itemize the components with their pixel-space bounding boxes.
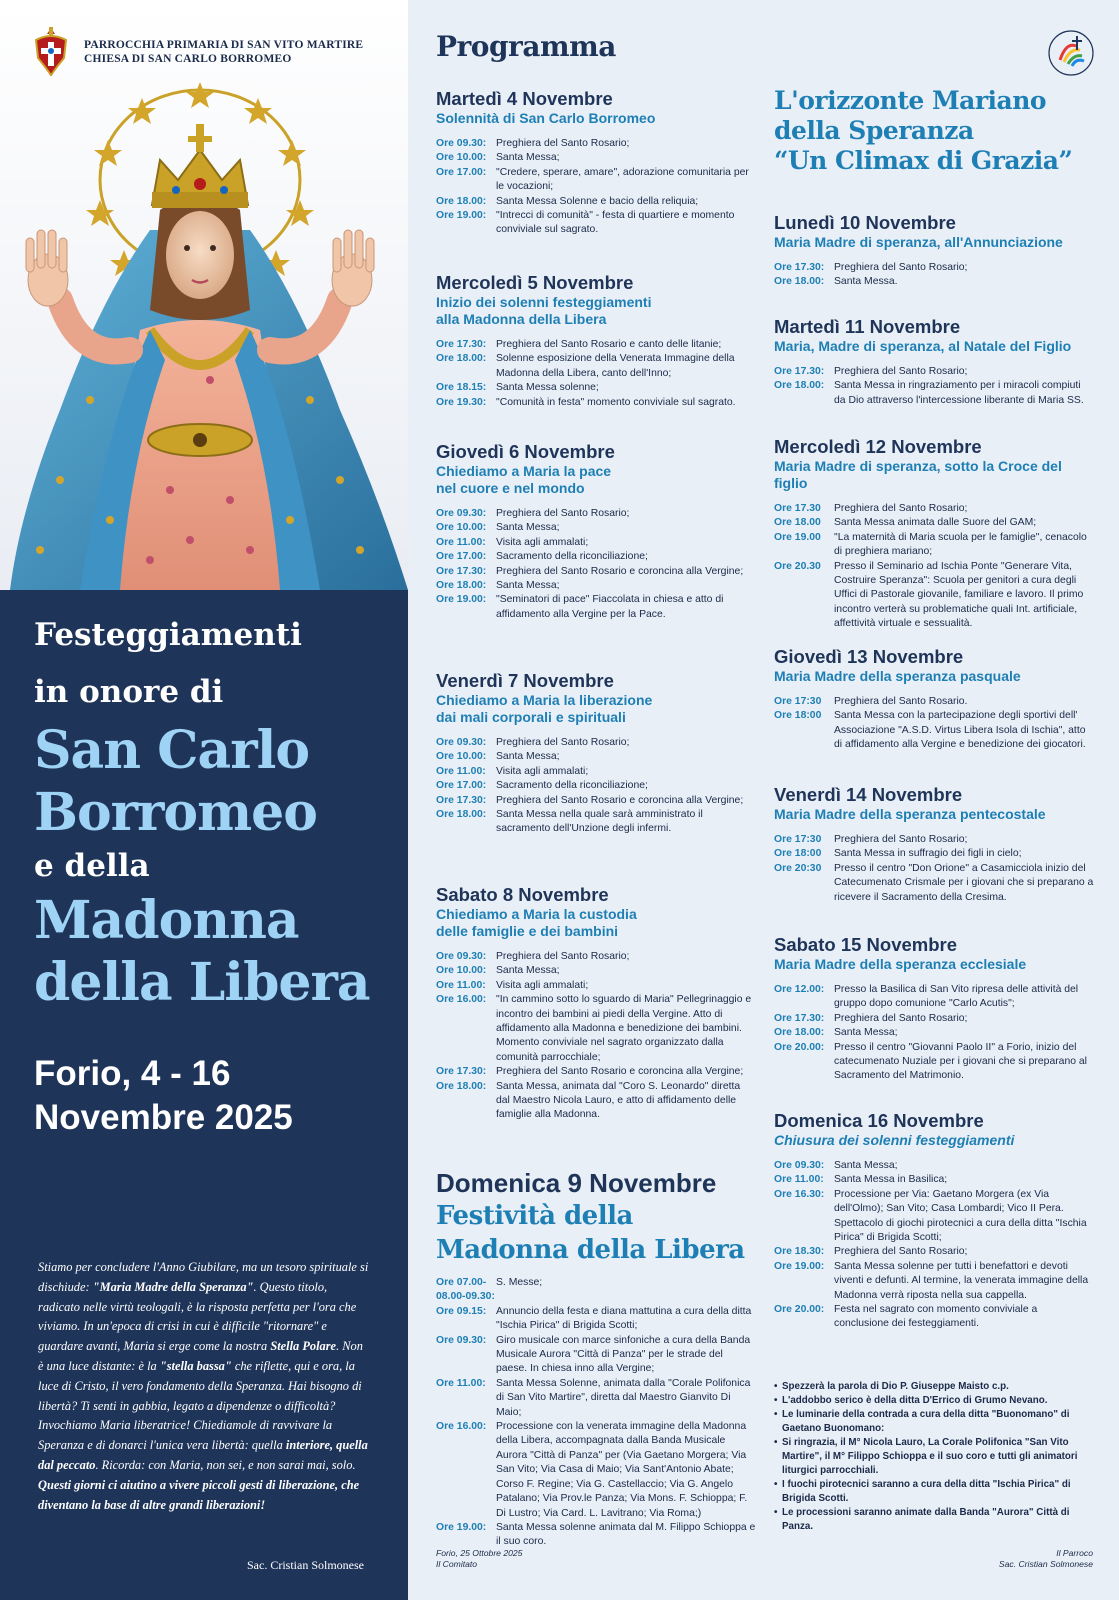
schedule-item — [436, 1276, 756, 1305]
place-line-2: Novembre 2025 — [34, 1098, 293, 1137]
parish-crest-icon — [30, 26, 72, 78]
schedule-item — [436, 1080, 756, 1123]
schedule-item — [774, 1173, 1094, 1187]
item-time: Ore 17.30: — [436, 339, 487, 350]
title-madonna: Madonna — [34, 890, 299, 951]
item-description: Preghiera del Santo Rosario; — [496, 737, 630, 748]
item-description: Processione con la venerata immagine della Madonna della Libera, accompagnata dalla Banda Musicale Aurora "Città di Panza" per (Via Gaetano Morgera; Via San Vito; Via Casa di Maio; Via Sant'Antonio Abate; Corso F. Regine; Via G. Castellaccio; Via G. Angelo Patalano; Via Prov.le Panza; Via Mons. F. Schioppa; F. Di Lustro; Via Card. L. Lavitrano; Via Roma;) — [496, 1421, 748, 1519]
item-description: Santa Messa, animata dal "Coro S. Leonardo" diretta dal Maestro Nicola Lauro, e atto di affidamento delle famiglie alla Madonna. — [496, 1080, 741, 1121]
day-subtitle: alla Madonna della Libera — [436, 311, 607, 327]
schedule-item — [436, 736, 756, 750]
schedule-item — [436, 338, 756, 352]
schedule-item — [436, 779, 756, 793]
item-description: Sacramento della riconciliazione; — [496, 780, 648, 792]
left-top-area — [0, 0, 408, 590]
intro-run: "stella bassa" — [159, 1358, 232, 1373]
item-description: Santa Messa; — [834, 1160, 898, 1171]
item-time: Ore 18:00 — [774, 848, 822, 860]
item-description: Preghiera del Santo Rosario; — [496, 951, 630, 962]
day-subtitle: Solennità di San Carlo Borromeo — [436, 110, 656, 126]
day-subtitle: Chiusura dei solenni festeggiamenti — [774, 1132, 1015, 1148]
day-items — [436, 736, 756, 837]
day-domenica-9 — [436, 1168, 756, 1550]
day-subtitle: Maria Madre di speranza, sotto la Croce del figlio — [774, 458, 1062, 491]
schedule-item — [774, 1303, 1094, 1332]
item-time: Ore 18.00: — [436, 809, 487, 821]
schedule-item — [774, 1245, 1094, 1259]
item-time: Ore 18.00: — [774, 1027, 825, 1039]
note-item — [774, 1380, 1094, 1394]
item-description: Preghiera del Santo Rosario; — [496, 508, 630, 519]
note-bullet: • — [774, 1409, 778, 1420]
note-text: Si ringrazia, il M° Nicola Lauro, La Corale Polifonica "San Vito Martire", il M° Filippo Schioppa e il suo coro e tutti gli animatori liturgici parrocchiali. — [782, 1437, 1078, 1476]
schedule-item — [436, 352, 756, 381]
schedule-item — [436, 151, 756, 165]
item-time: Ore 20.00: — [774, 1041, 825, 1053]
intro-run: Stella Polare — [270, 1339, 337, 1354]
parish-text — [84, 38, 363, 66]
item-time: Ore 17.30: — [436, 794, 487, 806]
schedule-item — [436, 579, 756, 593]
item-description: Santa Messa; — [496, 965, 560, 977]
footer-date-text: Forio, 25 Ottobre 2025 — [436, 1548, 523, 1558]
item-time: Ore 19.00: — [774, 1260, 825, 1272]
program-title: Programma — [436, 30, 616, 63]
schedule-item — [774, 1026, 1094, 1040]
schedule-item — [774, 833, 1094, 847]
intro-run: Questi giorni ci aiutino a vivere piccoli gesti di liberazione, che diventano la base di altre grandi liberazioni! — [38, 1477, 360, 1512]
item-description: Presso il centro "Don Orione" a Casamicciola inizio del Catecumenato Crismale per i giovani che si preparano a ricevere il Sacramento della Cresima. — [834, 862, 1094, 903]
item-time: Ore 10.00: — [436, 965, 487, 977]
item-description: Preghiera del Santo Rosario e canto delle litanie; — [496, 339, 722, 350]
item-time: Ore 18.15: — [436, 382, 487, 394]
item-time: Ore 09.30: — [436, 508, 487, 519]
day-subtitle: Maria Madre della speranza ecclesiale — [774, 956, 1027, 972]
note-text: I fuochi pirotecnici saranno a cura della ditta "Ischia Pirica" di Brigida Scotti. — [782, 1479, 1071, 1504]
item-description: Visita agli ammalati; — [496, 979, 589, 991]
note-bullet: • — [774, 1507, 778, 1518]
item-time: Ore 17.30: — [436, 1066, 487, 1078]
item-description: Preghiera del Santo Rosario; — [834, 834, 968, 845]
parish-line-1: PARROCCHIA PRIMARIA DI SAN VITO MARTIRE — [84, 39, 364, 51]
day-title: Giovedì 13 Novembre — [774, 646, 964, 667]
schedule-item — [774, 275, 1094, 289]
item-description: Santa Messa solenne; — [496, 382, 599, 394]
item-time: Ore 17:30 — [774, 696, 822, 707]
schedule-item — [436, 1334, 756, 1377]
day-subtitle: Chiediamo a Maria la pace — [436, 463, 612, 479]
item-description: Santa Messa in ringraziamento per i miracoli compiuti da Dio attraverso l'intercessione liberante di Maria SS. — [834, 380, 1084, 406]
schedule-item — [436, 765, 756, 779]
item-description: Santa Messa. — [834, 276, 898, 288]
day-subtitle: Chiediamo a Maria la liberazione — [436, 692, 653, 708]
day-subtitle: nel cuore e nel mondo — [436, 480, 585, 496]
item-description: Santa Messa animata dalle Suore del GAM; — [834, 517, 1037, 529]
day-title: Domenica 9 Novembre — [436, 1168, 717, 1198]
parish-header — [30, 26, 363, 78]
schedule-item — [774, 502, 1094, 516]
item-description: Presso il centro "Giovanni Paolo II" a Forio, inizio del catecumenato Nuziale per i giovani che si preparano al Sacramento del Matrimonio. — [834, 1041, 1087, 1082]
note-text: L'addobbo serico è della ditta D'Errico di Grumo Nevano. — [782, 1395, 1048, 1406]
day-block — [774, 934, 1094, 1084]
item-description: "Credere, sperare, amare", adorazione comunitaria per le vocazioni; — [496, 166, 749, 193]
day-title: Martedì 4 Novembre — [436, 88, 613, 109]
day-title: Domenica 16 Novembre — [774, 1110, 984, 1131]
item-time: Ore 17.30: — [774, 1012, 825, 1024]
day-block — [774, 646, 1094, 753]
day-block — [436, 884, 756, 1123]
item-time: Ore 16.00: — [436, 1421, 487, 1433]
schedule-item — [774, 1188, 1094, 1246]
schedule-item — [774, 531, 1094, 560]
title-san-carlo: San Carlo — [34, 720, 310, 781]
left-column — [0, 0, 408, 1600]
schedule-item — [436, 1305, 756, 1334]
day-items — [774, 1159, 1094, 1332]
item-description: Santa Messa; — [496, 580, 560, 592]
item-description: Santa Messa; — [496, 751, 560, 763]
day-subtitle: Maria Madre della speranza pentecostale — [774, 806, 1046, 822]
schedule-item — [436, 565, 756, 579]
item-description: Visita agli ammalati; — [496, 765, 589, 777]
day-block — [774, 436, 1094, 632]
item-time: Ore 18.00: — [774, 276, 825, 288]
item-time: Ore 10.00: — [436, 152, 487, 164]
day-subtitle: delle famiglie e dei bambini — [436, 923, 619, 939]
schedule-item — [774, 560, 1094, 632]
note-bullet: • — [774, 1437, 778, 1448]
mariano-line-1: L'orizzonte Mariano — [774, 86, 1047, 115]
item-description: "Comunità in festa" momento conviviale sul sagrato. — [496, 396, 736, 408]
item-time: Ore 07.00-08.00-09.30: — [436, 1277, 495, 1303]
day-subtitle: Inizio dei solenni festeggiamenti — [436, 294, 652, 310]
day-items — [774, 261, 1094, 290]
item-time: Ore 16.30: — [774, 1188, 825, 1200]
item-description: Preghiera del Santo Rosario e coroncina alla Vergine; — [496, 1066, 744, 1078]
day-subtitle: Chiediamo a Maria la custodia — [436, 906, 637, 922]
note-item — [774, 1506, 1094, 1534]
day-items — [436, 950, 756, 1123]
note-text: Le luminarie della contrada a cura della ditta "Buonomano" di Gaetano Buonomano: — [782, 1409, 1070, 1434]
note-item — [774, 1394, 1094, 1408]
item-time: Ore 20:30 — [774, 862, 822, 874]
item-description: Preghiera del Santo Rosario e coroncina alla Vergine; — [496, 565, 744, 577]
item-time: Ore 18:00 — [774, 710, 822, 722]
item-description: Santa Messa solenne animata dal M. Filippo Schioppa e il suo coro. — [496, 1521, 756, 1548]
item-time: Ore 18.00: — [436, 580, 487, 592]
intro-signature: Sac. Cristian Solmonese — [247, 1558, 364, 1572]
item-description: Santa Messa; — [496, 522, 560, 534]
note-item — [774, 1478, 1094, 1506]
item-description: Santa Messa solenne per tutti i benefattori e devoti viventi e defunti. Al termine, la venerata immagine della Madonna verrà riposta nella sua cappella. — [834, 1260, 1089, 1301]
schedule-item — [436, 1377, 756, 1420]
note-item — [774, 1436, 1094, 1478]
item-description: Preghiera del Santo Rosario. — [834, 696, 968, 707]
note-bullet: • — [774, 1381, 778, 1392]
item-description: Santa Messa; — [834, 1027, 898, 1039]
item-time: Ore 17:30 — [774, 834, 822, 845]
intro-run: interiore, quella dal peccato — [38, 1438, 368, 1472]
item-description: Preghiera del Santo Rosario e coroncina alla Vergine; — [496, 794, 744, 806]
day-block — [436, 441, 756, 622]
intro-run: che riflette, qui e ora, la luce di Cristo, il vero fondamento della Speranza. Hai bisogno di libertà? Ti senti in gabbia, legato a dipendenze o difficoltà? Invochiamo Maria liberatrice! Chiediamole di ravvivare la Speranza e di donarci l'unica vera libertà: quella — [38, 1358, 362, 1453]
day-subtitle: Maria Madre della speranza pasquale — [774, 668, 1021, 684]
item-time: Ore 19.00 — [774, 531, 821, 543]
item-description: Santa Messa nella quale sarà amministrato il sacramento dell'Unzione degli infermi. — [496, 809, 703, 835]
item-time: Ore 17.00: — [436, 780, 487, 792]
item-time: Ore 19.00: — [436, 594, 487, 606]
schedule-item — [436, 964, 756, 978]
title-in-onore-di: in onore di — [34, 674, 224, 710]
item-time: Ore 09.30: — [774, 1160, 825, 1171]
place-line-1: Forio, 4 - 16 — [34, 1054, 231, 1093]
notes-list — [774, 1380, 1094, 1534]
day-title: Martedì 11 Novembre — [774, 316, 961, 337]
schedule-item — [436, 950, 756, 964]
day-title: Sabato 8 Novembre — [436, 884, 609, 905]
item-time: Ore 09.30: — [436, 951, 487, 962]
intro-run: . Ricorda: con Maria, non sei, e non sarai mai, solo. — [95, 1457, 356, 1472]
item-description: Solenne esposizione della Venerata Immagine della Madonna della Libera, canto dell'Inno; — [496, 353, 735, 379]
schedule-item — [436, 507, 756, 521]
item-time: Ore 11.00: — [436, 1377, 486, 1389]
title-e-della: e della — [34, 848, 150, 884]
schedule-item — [774, 1041, 1094, 1084]
schedule-item — [774, 847, 1094, 861]
schedule-item — [436, 209, 756, 238]
schedule-item — [436, 381, 756, 395]
item-description: Preghiera del Santo Rosario; — [834, 366, 968, 377]
item-description: Santa Messa Solenne, animata dalla "Corale Polifonica di San Vito Martire", diretta dal Maestro Gianvito Di Maio; — [496, 1377, 751, 1418]
day-block — [436, 88, 756, 238]
day-block — [774, 1110, 1094, 1332]
item-time: Ore 11.00: — [774, 1174, 824, 1186]
footer-committee: Il Comitato — [436, 1559, 478, 1569]
item-time: Ore 11.00: — [436, 765, 486, 777]
footer-parroco — [999, 1548, 1093, 1570]
item-time: Ore 17.30: — [774, 366, 825, 377]
title-festeggiamenti: Festeggiamenti — [34, 617, 302, 653]
schedule-item — [436, 396, 756, 410]
madonna-statue-image — [0, 80, 408, 590]
item-time: Ore 09.15: — [436, 1305, 487, 1317]
item-description: S. Messe; — [496, 1277, 543, 1288]
item-description: Preghiera del Santo Rosario; — [834, 503, 968, 514]
day-block — [436, 670, 756, 837]
day-title: Venerdì 14 Novembre — [774, 784, 963, 805]
item-time: Ore 09.30: — [436, 138, 487, 149]
item-time: Ore 18.00: — [436, 353, 487, 365]
schedule-item — [774, 983, 1094, 1012]
left-title-panel — [0, 590, 408, 1600]
schedule-item — [436, 1521, 756, 1550]
day-title: Mercoledì 5 Novembre — [436, 272, 634, 293]
item-time: Ore 18.00 — [774, 517, 821, 529]
schedule-item — [436, 166, 756, 195]
intro-paragraph — [38, 1258, 370, 1515]
item-time: Ore 11.00: — [436, 536, 486, 548]
pellegrini-di-speranza-logo-icon — [1046, 28, 1096, 78]
note-bullet: • — [774, 1395, 778, 1406]
item-time: Ore 09.30: — [436, 1334, 487, 1346]
item-description: "In cammino sotto lo sguardo di Maria" Pellegrinaggio e incontro dei bambini ai piedi della Vergine. Atto di affidamento alla Madonna e benedizione dei bambini. Momento conviviale nel sagrato organizzato dalla comunità parrocchiale; — [496, 994, 752, 1063]
schedule-item — [436, 993, 756, 1065]
schedule-item — [774, 695, 1094, 709]
day-items — [436, 1276, 756, 1550]
schedule-item — [436, 550, 756, 564]
schedule-item — [436, 979, 756, 993]
item-time: Ore 16.00: — [436, 994, 487, 1006]
mariano-heading — [774, 86, 1072, 176]
intro-run: "Maria Madre della Speranza" — [92, 1279, 254, 1294]
day-items — [436, 137, 756, 238]
item-description: Presso il Seminario ad Ischia Ponte "Generare Vita, Costruire Speranza": Scuola per genitori a cura degli Uffici di Pastorale giovanile, familiare e lavoro. Il primo incontro verterà su problematiche quali Int. artificiale, affettività virtuale e sessualità. — [834, 560, 1084, 630]
schedule-item — [436, 195, 756, 209]
schedule-item — [436, 593, 756, 622]
item-description: Sacramento della riconciliazione; — [496, 551, 648, 563]
day-subtitle-1: Festività della — [436, 1201, 633, 1231]
item-time: Ore 17.00: — [436, 551, 487, 563]
schedule-item — [436, 750, 756, 764]
day-block — [436, 272, 756, 410]
item-description: Preghiera del Santo Rosario; — [834, 262, 968, 273]
parish-line-2: CHIESA DI SAN CARLO BORROMEO — [84, 53, 292, 65]
day-items — [774, 833, 1094, 905]
item-time: Ore 19.00: — [436, 1521, 487, 1533]
schedule-item — [436, 794, 756, 808]
item-description: Processione per Via: Gaetano Morgera (ex Via dell'Olmo); San Vito; Casa Lombardi; Vico II Pera. Spettacolo di giochi pirotecnici a cura della ditta "Ischia Pirica" di Brigida Scotti; — [834, 1188, 1087, 1244]
schedule-item — [774, 862, 1094, 905]
schedule-item — [436, 536, 756, 550]
schedule-item — [436, 1420, 756, 1521]
item-time: Ore 17.00: — [436, 166, 487, 178]
intro-run: . Questo titolo, radicato nelle virtù teologali, è la risposta perfetta per l'ora che viviamo. In un'epoca di crisi in cui è difficile "ritornare" e guardare avanti, Maria si erge come la nostra — [38, 1279, 357, 1354]
item-time: Ore 19.30: — [436, 396, 487, 408]
item-description: Santa Messa; — [496, 152, 560, 164]
title-della-libera: della Libera — [34, 952, 370, 1013]
footer-parroco-label: Il Parroco — [1056, 1548, 1093, 1558]
place-and-dates — [34, 1052, 374, 1140]
item-description: Preghiera del Santo Rosario; — [834, 1012, 968, 1024]
item-time: Ore 20.30 — [774, 560, 821, 572]
item-time: Ore 10.00: — [436, 751, 487, 763]
item-time: Ore 10.00: — [436, 522, 487, 534]
schedule-item — [774, 365, 1094, 379]
item-time: Ore 09.30: — [436, 737, 487, 748]
day-subtitle: Maria, Madre di speranza, al Natale del Figlio — [774, 338, 1072, 354]
day-block — [774, 212, 1094, 290]
schedule-item — [436, 808, 756, 837]
day-items — [436, 507, 756, 622]
item-time: Ore 19.00: — [436, 210, 487, 222]
day-subtitle-2: Madonna della Libera — [436, 1235, 745, 1265]
item-description: Presso la Basilica di San Vito ripresa delle attività del gruppo dopo comunione "Carlo Acutis"; — [834, 984, 1079, 1010]
item-description: Preghiera del Santo Rosario; — [834, 1246, 968, 1258]
item-description: Festa nel sagrato con momento conviviale a conclusione dei festeggiamenti. — [834, 1304, 1038, 1330]
day-title: Sabato 15 Novembre — [774, 934, 958, 955]
mariano-line-2: della Speranza — [774, 116, 974, 145]
intro-run: . Non è una luce distante: è la — [38, 1339, 363, 1373]
footer-date — [436, 1548, 522, 1570]
note-bullet: • — [774, 1479, 778, 1490]
day-title: Giovedì 6 Novembre — [436, 441, 615, 462]
note-item — [774, 1408, 1094, 1436]
day-title: Mercoledì 12 Novembre — [774, 436, 982, 457]
item-description: Visita agli ammalati; — [496, 536, 589, 548]
schedule-item — [774, 1159, 1094, 1173]
item-description: Preghiera del Santo Rosario; — [496, 138, 630, 149]
day-items — [774, 983, 1094, 1084]
item-time: Ore 11.00: — [436, 979, 486, 991]
day-subtitle: dai mali corporali e spirituali — [436, 709, 626, 725]
day-subtitle: Maria Madre di speranza, all'Annunciazione — [774, 234, 1063, 250]
item-time: Ore 18.30: — [774, 1246, 825, 1258]
item-description: Annuncio della festa e diana mattutina a cura della ditta "Ischia Pirica" di Brigida Scotti; — [496, 1305, 752, 1332]
item-time: Ore 12.00: — [774, 984, 825, 995]
day-block — [774, 784, 1094, 905]
middle-column — [436, 0, 756, 1600]
day-items — [774, 365, 1094, 408]
item-time: Ore 20.00: — [774, 1304, 825, 1316]
right-column — [774, 0, 1094, 1600]
day-items — [436, 338, 756, 410]
item-description: Santa Messa in suffragio dei figli in cielo; — [834, 848, 1022, 860]
schedule-item — [436, 521, 756, 535]
item-description: Santa Messa Solenne e bacio della reliquia; — [496, 195, 699, 207]
item-time: Ore 17.30: — [436, 565, 487, 577]
schedule-item — [774, 261, 1094, 275]
item-description: Santa Messa in Basilica; — [834, 1174, 948, 1186]
item-description: Giro musicale con marce sinfoniche a cura della Banda Musicale Aurora "Città di Panza" per le strade del paese. In chiesa inno alla Vergine; — [496, 1334, 751, 1375]
title-borromeo: Borromeo — [34, 782, 317, 843]
day-items — [774, 502, 1094, 632]
item-description: "La maternità di Maria scuola per le famiglie", cenacolo di preghiera mariano; — [834, 531, 1087, 558]
item-time: Ore 17.30 — [774, 503, 821, 514]
day-title: Lunedì 10 Novembre — [774, 212, 956, 233]
item-description: Santa Messa con la partecipazione degli sportivi dell' Associazione "A.S.D. Virtus Libera Isola di Ischia", atto di affidamento alla Vergine e benedizione dei giocatori. — [834, 710, 1086, 751]
note-text: Spezzerà la parola di Dio P. Giuseppe Maisto c.p. — [782, 1381, 1009, 1392]
schedule-item — [436, 1065, 756, 1079]
intro-run: Stiamo per concludere l'Anno Giubilare, ma un tesoro spirituale si dischiude: — [38, 1260, 369, 1294]
mariano-line-3: “Un Climax di Grazia” — [774, 146, 1073, 175]
item-time: Ore 18.00: — [436, 195, 487, 207]
item-time: Ore 18.00: — [436, 1080, 487, 1092]
item-time: Ore 18.00: — [774, 380, 825, 392]
schedule-item — [774, 709, 1094, 752]
day-block — [774, 316, 1094, 408]
day-title: Venerdì 7 Novembre — [436, 670, 614, 691]
schedule-item — [774, 1012, 1094, 1026]
item-time: Ore 17.30: — [774, 262, 825, 273]
schedule-item — [774, 516, 1094, 530]
note-text: Le processioni saranno animate dalla Banda "Aurora" Città di Panza. — [782, 1507, 1070, 1532]
schedule-item — [774, 1260, 1094, 1303]
footer-parroco-name: Sac. Cristian Solmonese — [998, 1559, 1093, 1569]
schedule-item — [774, 379, 1094, 408]
item-description: "Intrecci di comunità" - festa di quartiere e momento conviviale sul sagrato. — [496, 210, 735, 236]
day-items — [774, 695, 1094, 753]
schedule-item — [436, 137, 756, 151]
item-description: "Seminatori di pace" Fiaccolata in chiesa e atto di affidamento alla Vergine per la Pace. — [496, 594, 724, 620]
